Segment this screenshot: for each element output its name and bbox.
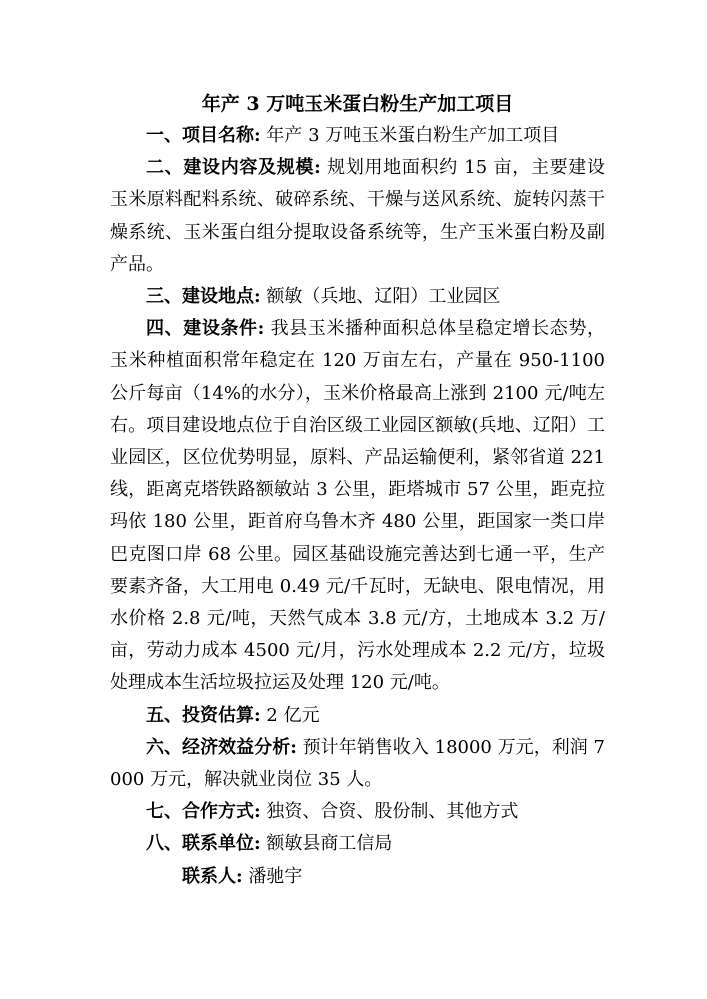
section-label: 八、联系单位:: [146, 833, 261, 855]
section-label: 四、建设条件:: [146, 318, 265, 340]
section-text: 独资、合资、股份制、其他方式: [266, 801, 519, 823]
section-text: 预计年销售收入 18000 万元，利润 7000 万元，解决就业岗位 35 人。: [110, 736, 605, 791]
section-project-name: [110, 120, 605, 152]
section-contact-person: [110, 861, 605, 893]
section-text: 年产 3 万吨玉米蛋白粉生产加工项目: [266, 125, 560, 146]
section-text: 潘驰宇: [248, 865, 303, 887]
section-text: 我县玉米播种面积总体呈稳定增长态势，玉米种植面积常年稳定在 120 万亩左右，产量在 950-1100 公斤每亩（14%的水分），玉米价格最高上涨到 2100 元/吨左右。项目建设地点位于自治区级工业园区额敏(兵地、辽阳）工业园区，区位优势明显，原料、产品运输便利，紧邻省道 221 线，距离克塔铁路额敏站 3 公里，距塔城市 57 公里，距克拉玛依 180 公里，距首府乌鲁木齐 480 公里，距国家一类口岸巴克图口岸 68 公里。园区基础设施完善达到七通一平，生产要素齐备，大工用电 0.49 元/千瓦时，无缺电、限电情况，用水价格 2.8 元/吨，天然气成本 3.8 元/方，土地成本 3.2 万/亩，劳动力成本 4500 元/月，污水处理成本 2.2 元/方，垃圾处理成本生活垃圾拉运及处理 120 元/吨。: [110, 318, 605, 694]
document-title: 年产 3 万吨玉米蛋白粉生产加工项目: [201, 93, 514, 115]
section-label: 七、合作方式:: [146, 801, 261, 823]
section-text: 2 亿元: [266, 704, 320, 726]
section-construction-content: [110, 152, 605, 281]
section-contact-unit: [110, 828, 605, 860]
section-cooperation-mode: [110, 796, 605, 828]
section-label: 一、项目名称:: [146, 125, 261, 146]
section-label: 六、经济效益分析:: [146, 736, 297, 758]
section-text: 额敏县商工信局: [266, 833, 393, 855]
section-label: 三、建设地点:: [146, 286, 261, 308]
section-economic-analysis: [110, 732, 605, 796]
section-investment-estimate: [110, 700, 605, 732]
section-text: 规划用地面积约 15 亩，主要建设玉米原料配料系统、破碎系统、干燥与送风系统、旋转闪蒸干燥系统、玉米蛋白组分提取设备系统等，生产玉米蛋白粉及副产品。: [110, 157, 605, 275]
section-text: 额敏（兵地、辽阳）工业园区: [266, 286, 501, 308]
section-label: 五、投资估算:: [146, 704, 261, 726]
section-label: 联系人:: [182, 865, 243, 887]
document-page: [110, 88, 605, 893]
section-label: 二、建设内容及规模:: [146, 157, 321, 179]
section-construction-conditions: [110, 313, 605, 699]
section-construction-site: [110, 281, 605, 313]
